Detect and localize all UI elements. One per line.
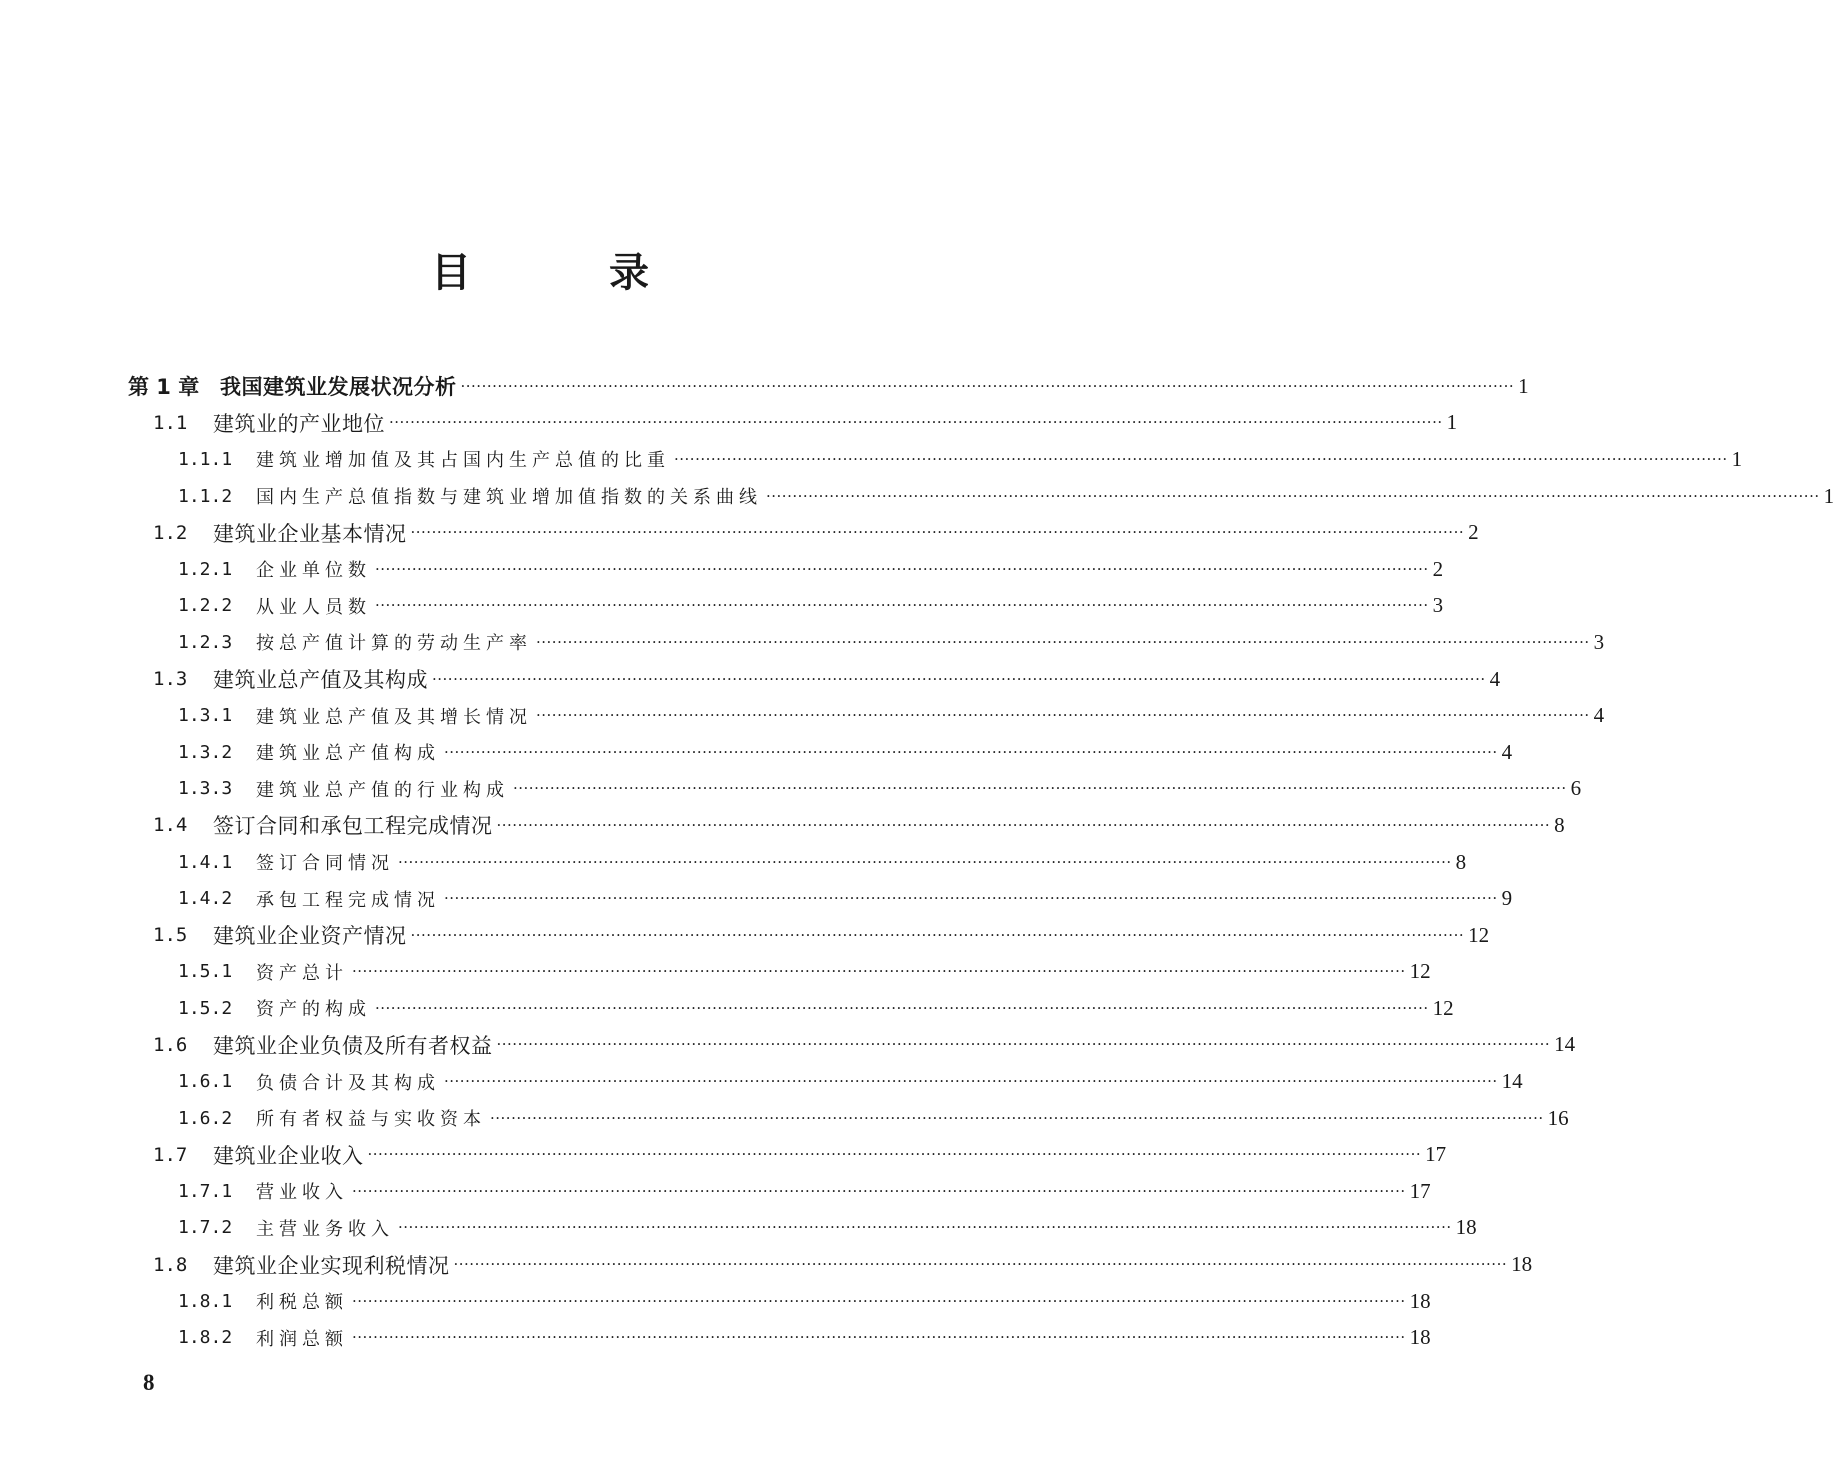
toc-title: 承包工程完成情况 <box>256 889 440 911</box>
dot-leader: ········································································································································································································ <box>375 559 1429 578</box>
toc-title: 建筑业企业实现利税情况 <box>213 1253 450 1278</box>
toc-row[interactable] <box>0 405 1458 442</box>
toc-row[interactable] <box>0 441 1743 478</box>
toc-entry <box>178 703 532 729</box>
toc-title: 建筑业企业收入 <box>213 1143 364 1168</box>
toc-page-number: 2 <box>1432 556 1444 581</box>
toc-row[interactable] <box>0 1210 1477 1247</box>
page-number: 8 <box>143 1370 155 1395</box>
toc-page-number: 12 <box>1432 995 1454 1020</box>
toc-number: 1.6 <box>153 1033 188 1056</box>
toc-page-number: 17 <box>1425 1142 1447 1167</box>
toc-title: 主营业务收入 <box>256 1218 394 1240</box>
toc-number: 1.2.1 <box>178 558 233 580</box>
dot-leader: ········································································································································································································ <box>496 1035 1551 1054</box>
page-title: 目 录 <box>431 250 711 296</box>
toc-number: 1.3.3 <box>178 778 233 800</box>
toc-row[interactable] <box>0 661 1501 698</box>
toc-number: 1.4.2 <box>178 888 233 910</box>
toc-page-number: 9 <box>1501 886 1513 911</box>
toc-title: 所有者权益与实收资本 <box>256 1109 486 1131</box>
toc-number: 1.8.1 <box>178 1290 233 1312</box>
toc-entry <box>178 483 762 509</box>
toc-row[interactable] <box>0 1100 1569 1137</box>
toc-page-number: 8 <box>1455 849 1467 874</box>
toc-entry <box>153 1140 364 1170</box>
toc-page-number: 18 <box>1455 1215 1477 1240</box>
toc-row[interactable] <box>0 697 1605 734</box>
toc-row[interactable] <box>0 990 1454 1027</box>
toc-title: 按总产值计算的劳动生产率 <box>256 633 532 655</box>
toc-entry <box>178 959 348 985</box>
toc-number: 1.3.1 <box>178 705 233 727</box>
toc-entry <box>153 664 428 694</box>
toc-row[interactable] <box>0 588 1444 625</box>
toc-title: 企业单位数 <box>256 560 371 582</box>
toc-row[interactable] <box>0 1136 1447 1173</box>
dot-leader: ········································································································································································································ <box>398 852 1452 871</box>
toc-title: 负债合计及其构成 <box>256 1072 440 1094</box>
dot-leader: ········································································································································································································ <box>496 815 1551 834</box>
toc-page-number: 3 <box>1432 593 1444 618</box>
toc-entry <box>178 1215 394 1241</box>
toc-entry <box>153 518 407 548</box>
toc-entry <box>178 593 371 619</box>
toc-title: 从业人员数 <box>256 596 371 618</box>
dot-leader: ········································································································································································································ <box>389 413 1443 432</box>
toc-row[interactable] <box>0 771 1582 808</box>
toc-page-number: 18 <box>1409 1325 1431 1350</box>
toc-entry <box>178 1178 348 1204</box>
dot-leader: ········································································································································································································ <box>490 1108 1544 1127</box>
toc-entry <box>178 556 371 582</box>
toc-entry <box>153 1030 493 1060</box>
toc-entry <box>178 1105 486 1131</box>
toc-number: 1.6.1 <box>178 1071 233 1093</box>
toc-number: 1.7 <box>153 1143 188 1166</box>
toc-page-number: 4 <box>1489 666 1501 691</box>
toc-page-number: 12 <box>1468 922 1490 947</box>
toc-number: 1.6.2 <box>178 1107 233 1129</box>
toc-row[interactable] <box>0 954 1431 991</box>
toc-entry <box>153 1250 450 1280</box>
dot-leader: ········································································································································································································ <box>352 1181 1406 1200</box>
toc-number: 1.5 <box>153 924 188 947</box>
toc-title: 国内生产总值指数与建筑业增加值指数的关系曲线 <box>256 487 762 509</box>
toc-number: 1.7.2 <box>178 1217 233 1239</box>
toc-entry <box>178 995 371 1021</box>
toc-number: 1.2.3 <box>178 631 233 653</box>
toc-page-number: 3 <box>1593 629 1605 654</box>
toc-row[interactable] <box>0 368 1529 405</box>
toc-page-number: 1 <box>1446 410 1458 435</box>
toc-row[interactable] <box>0 1063 1523 1100</box>
dot-leader: ········································································································································································································ <box>410 925 1465 944</box>
dot-leader: ········································································································································································································ <box>674 449 1728 468</box>
toc-number: 1.8 <box>153 1253 188 1276</box>
toc-entry <box>153 920 407 950</box>
toc-entry <box>178 629 532 655</box>
toc-number: 1.4.1 <box>178 851 233 873</box>
toc-entry <box>178 1069 440 1095</box>
toc-page-number: 6 <box>1570 776 1582 801</box>
toc-entry <box>153 810 493 840</box>
dot-leader: ········································································································································································································ <box>536 632 1590 651</box>
toc-row[interactable] <box>0 551 1444 588</box>
toc-entry <box>178 1288 348 1314</box>
toc-row[interactable] <box>0 807 1565 844</box>
toc-title: 营业收入 <box>256 1182 348 1204</box>
toc-page-number: 8 <box>1554 812 1565 837</box>
toc-title: 签订合同和承包工程完成情况 <box>213 814 493 839</box>
toc-page-number: 14 <box>1554 1032 1576 1057</box>
dot-leader: ········································································································································································································ <box>352 1291 1406 1310</box>
toc-entry <box>178 739 440 765</box>
table-of-contents <box>0 368 1834 1356</box>
toc-entry <box>128 371 457 401</box>
toc-title: 建筑业总产值及其增长情况 <box>256 706 532 728</box>
toc-number: 1.8.2 <box>178 1327 233 1349</box>
dot-leader: ········································································································································································································ <box>375 998 1429 1017</box>
toc-title: 建筑业总产值的行业构成 <box>256 779 509 801</box>
toc-page-number: 1 <box>1518 373 1529 398</box>
toc-row[interactable] <box>0 734 1513 771</box>
toc-title: 建筑业总产值及其构成 <box>213 668 428 693</box>
dot-leader: ········································································································································································································ <box>410 523 1465 542</box>
toc-row[interactable] <box>0 478 1834 515</box>
dot-leader: ········································································································································································································ <box>513 779 1567 798</box>
toc-row[interactable] <box>0 880 1513 917</box>
dot-leader: ········································································································································································································ <box>444 742 1498 761</box>
toc-page-number: 12 <box>1409 959 1431 984</box>
toc-page-number: 17 <box>1409 1178 1431 1203</box>
toc-row[interactable] <box>0 514 1479 551</box>
toc-title: 资产的构成 <box>256 999 371 1021</box>
toc-number: 1.3.2 <box>178 741 233 763</box>
dot-leader: ········································································································································································································ <box>352 1328 1406 1347</box>
toc-number: 1.4 <box>153 814 188 837</box>
dot-leader: ········································································································································································································ <box>453 1255 1508 1274</box>
toc-entry <box>178 886 440 912</box>
toc-row[interactable] <box>0 917 1490 954</box>
dot-leader: ········································································································································································································ <box>766 486 1820 505</box>
toc-entry <box>178 776 509 802</box>
toc-title: 我国建筑业发展状况分析 <box>220 375 457 400</box>
toc-page-number: 2 <box>1468 520 1479 545</box>
toc-entry <box>178 849 394 875</box>
toc-entry <box>178 446 670 472</box>
toc-row[interactable] <box>0 1173 1431 1210</box>
toc-number: 1.3 <box>153 668 188 691</box>
dot-leader: ········································································································································································································ <box>367 1145 1422 1164</box>
toc-page-number: 18 <box>1511 1252 1533 1277</box>
dot-leader: ········································································································································································································ <box>398 1218 1452 1237</box>
toc-row[interactable] <box>0 1283 1431 1320</box>
dot-leader: ········································································································································································································ <box>460 376 1515 395</box>
dot-leader: ········································································································································································································ <box>444 889 1498 908</box>
toc-title: 建筑业企业负债及所有者权益 <box>213 1033 493 1058</box>
toc-row[interactable] <box>0 844 1467 881</box>
toc-page-number: 1 <box>1731 446 1743 471</box>
toc-title: 建筑业的产业地位 <box>213 411 385 436</box>
toc-number: 1.2.2 <box>178 595 233 617</box>
toc-number: 1.5.1 <box>178 961 233 983</box>
dot-leader: ········································································································································································································ <box>352 962 1406 981</box>
dot-leader: ········································································································································································································ <box>536 706 1590 725</box>
toc-number: 1.7.1 <box>178 1180 233 1202</box>
toc-page-number: 1 <box>1823 483 1834 508</box>
toc-row[interactable] <box>0 1246 1533 1283</box>
toc-row[interactable] <box>0 1319 1431 1356</box>
toc-title: 建筑业企业资产情况 <box>213 924 407 949</box>
toc-title: 建筑业企业基本情况 <box>213 521 407 546</box>
toc-number: 第 1 章 <box>128 375 200 400</box>
dot-leader: ········································································································································································································ <box>375 596 1429 615</box>
toc-title: 资产总计 <box>256 962 348 984</box>
toc-page-number: 4 <box>1501 739 1513 764</box>
toc-number: 1.5.2 <box>178 997 233 1019</box>
toc-title: 利税总额 <box>256 1292 348 1314</box>
toc-page-number: 14 <box>1501 1069 1523 1094</box>
toc-title: 建筑业增加值及其占国内生产总值的比重 <box>256 450 670 472</box>
dot-leader: ········································································································································································································ <box>432 669 1486 688</box>
toc-page-number: 18 <box>1409 1288 1431 1313</box>
toc-number: 1.1.1 <box>178 448 233 470</box>
toc-number: 1.2 <box>153 521 188 544</box>
toc-page-number: 16 <box>1547 1105 1569 1130</box>
toc-title: 签订合同情况 <box>256 853 394 875</box>
toc-number: 1.1 <box>153 411 188 434</box>
toc-title: 建筑业总产值构成 <box>256 743 440 765</box>
toc-row[interactable] <box>0 624 1605 661</box>
toc-number: 1.1.2 <box>178 485 233 507</box>
toc-entry <box>153 408 385 438</box>
toc-row[interactable] <box>0 1027 1576 1064</box>
toc-page-number: 4 <box>1593 703 1605 728</box>
toc-title: 利润总额 <box>256 1328 348 1350</box>
toc-entry <box>178 1325 348 1351</box>
dot-leader: ········································································································································································································ <box>444 1072 1498 1091</box>
